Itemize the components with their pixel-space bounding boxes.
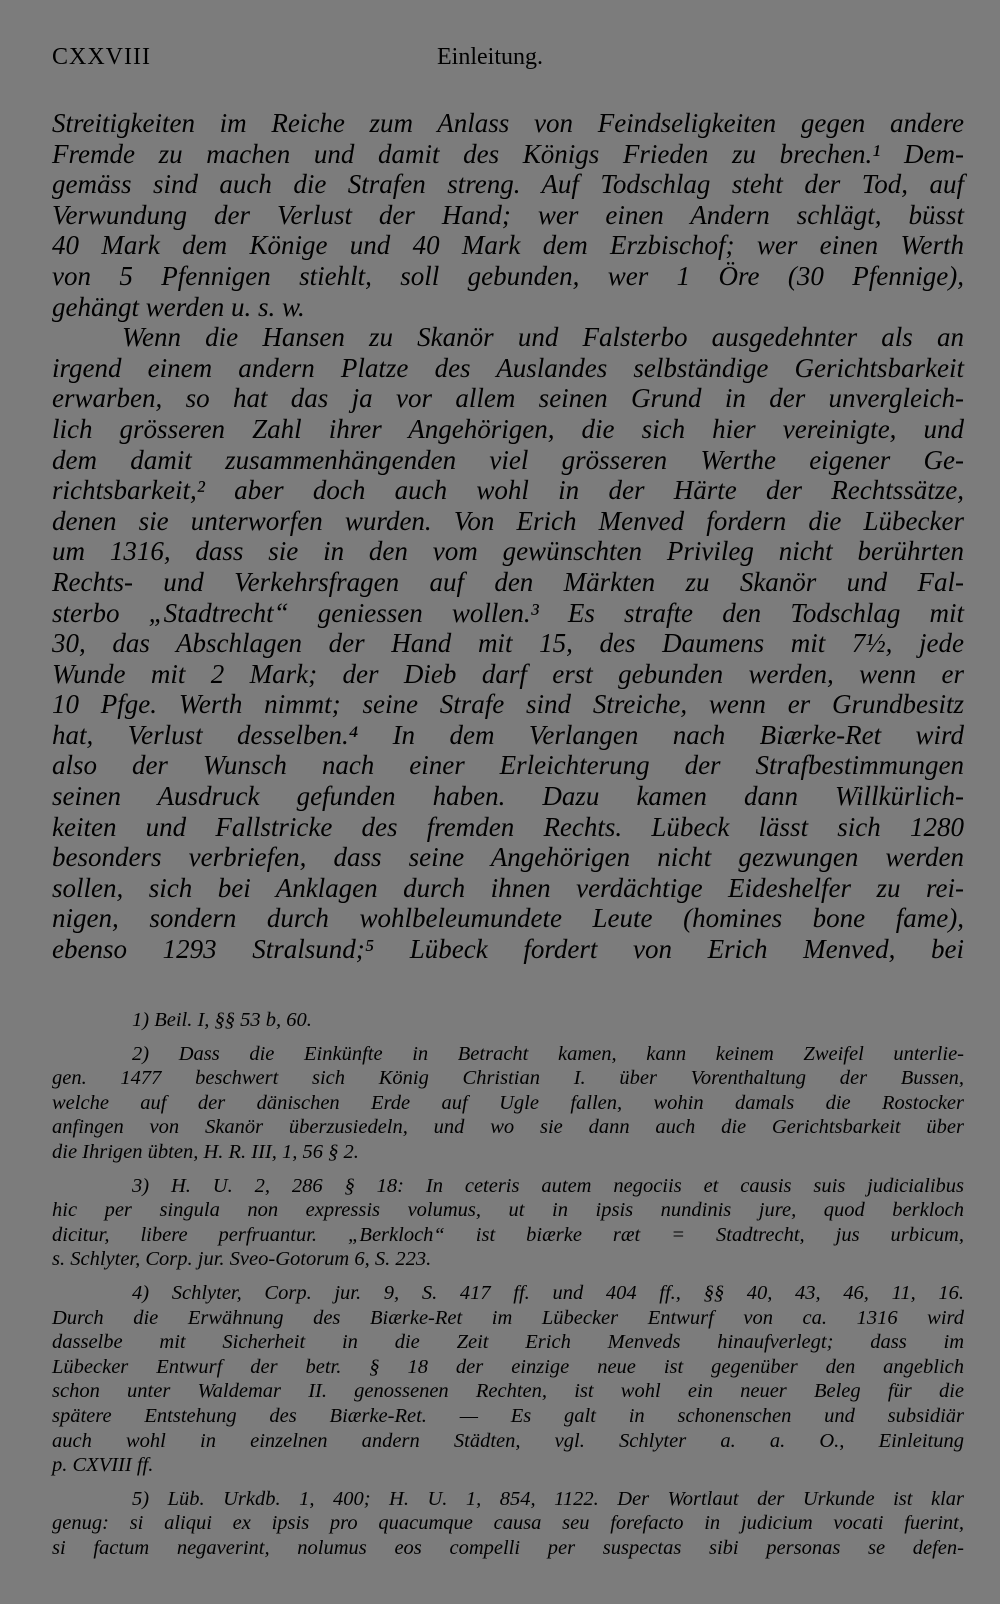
footnote-line: spätere Entstehung des Biærke-Ret. — Es galt in schonenschen und subsidiär [52,1404,964,1427]
footnote-line: 4) Schlyter, Corp. jur. 9, S. 417 ff. und 404 ff., §§ 40, 43, 46, 11, 16. [132,1281,964,1304]
text-line: also der Wunsch nach einer Erleichterung der Strafbestimmungen [52,750,964,781]
footnote-line: 2) Dass die Einkünfte in Betracht kamen, kann keinem Zweifel unterlie- [132,1042,964,1065]
footnotes [52,1008,964,1560]
text-line: keiten und Fallstricke des fremden Rechts. Lübeck lässt sich 1280 [52,811,964,842]
running-title: Einleitung. [437,44,543,70]
main-text [52,108,964,965]
footnote-3 [52,1174,964,1272]
text-line: nigen, sondern durch wohlbeleumundete Leute (homines bone fame), [52,903,964,934]
text-line: ebenso 1293 Stralsund;⁵ Lübeck fordert von Erich Menved, bei [52,934,964,965]
footnote-2 [52,1042,964,1165]
footnote-line: 3) H. U. 2, 286 § 18: In ceteris autem negociis et causis suis judicialibus [132,1174,964,1197]
footnote-1 [52,1008,964,1033]
text-line: sterbo „Stadtrecht“ geniessen wollen.³ Es strafte den Todschlag mit [52,597,964,628]
footnote-line: dicitur, libere perfruantur. „Berkloch“ ist biærke ræt = Stadtrecht, jus urbicum, [52,1223,964,1246]
text-line: dem damit zusammenhängenden viel grösseren Werthe eigener Ge- [52,444,964,475]
text-line: um 1316, dass sie in den vom gewünschten Privileg nicht berührten [52,536,964,567]
footnote-line: Durch die Erwähnung des Biærke-Ret im Lübecker Entwurf von ca. 1316 wird [52,1306,964,1329]
footnote-line: schon unter Waldemar II. genossenen Rechten, ist wohl ein neuer Beleg für die [52,1380,964,1403]
text-line: irgend einem andern Platze des Auslandes selbständige Gerichtsbarkeit [52,352,964,383]
text-line: Rechts- und Verkehrsfragen auf den Märkten zu Skanör und Fal- [52,566,964,597]
text-line: besonders verbriefen, dass seine Angehörigen nicht gezwungen werden [52,842,964,873]
text-line: 30, das Abschlagen der Hand mit 15, des Daumens mit 7½, jede [52,628,964,659]
footnote-line: s. Schlyter, Corp. jur. Sveo-Gotorum 6, S. 223. [52,1248,432,1271]
text-line: lich grösseren Zahl ihrer Angehörigen, die sich hier vereinigte, und [52,413,964,444]
text-line: denen sie unterworfen wurden. Von Erich Menved fordern die Lübecker [52,505,964,536]
text-line: gehängt werden u. s. w. [52,291,305,322]
text-line: sollen, sich bei Anklagen durch ihnen verdächtige Eideshelfer zu rei- [52,872,964,903]
footnote-line: p. CXVIII ff. [52,1454,154,1477]
text-line: hat, Verlust desselben.⁴ In dem Verlangen nach Biærke-Ret wird [52,719,964,750]
footnote-line: genug: si aliqui ex ipsis pro quacumque causa seu forefacto in judicium vocati fuerint, [52,1512,964,1535]
footnote-line: anfingen von Skanör überzusiedeln, und wo sie dann auch die Gerichtsbarkeit über [52,1116,964,1139]
footnote-5 [52,1487,964,1561]
text-line: seinen Ausdruck gefunden haben. Dazu kamen dann Willkürlich- [52,781,964,812]
footnote-line: welche auf der dänischen Erde auf Ugle fallen, wohin damals die Rostocker [52,1091,964,1114]
footnote-4 [52,1281,964,1478]
footnote-line: si factum negaverint, nolumus eos compelli per suspectas sibi personas se defen- [52,1536,964,1559]
text-line: 40 Mark dem Könige und 40 Mark dem Erzbischof; wer einen Werth [52,230,964,261]
paragraph-start-line: Wenn die Hansen zu Skanör und Falsterbo ausgedehnter als an [122,322,964,353]
footnote-line: auch wohl in einzelnen andern Städten, vgl. Schlyter a. a. O., Einleitung [52,1429,964,1452]
footnote-line: 1) Beil. I, §§ 53 b, 60. [132,1009,312,1031]
footnote-line: hic per singula non expressis volumus, ut in ipsis nundinis jure, quod berkloch [52,1199,964,1222]
text-line: richtsbarkeit,² aber doch auch wohl in der Härte der Rechtssätze, [52,475,964,506]
footnote-line: 5) Lüb. Urkdb. 1, 400; H. U. 1, 854, 1122. Der Wortlaut der Urkunde ist klar [132,1487,964,1510]
text-line: 10 Pfge. Werth nimmt; seine Strafe sind Streiche, wenn er Grundbesitz [52,689,964,720]
footnote-line: dasselbe mit Sicherheit in die Zeit Erich Menveds hinaufverlegt; dass im [52,1331,964,1354]
footnote-line: gen. 1477 beschwert sich König Christian I. über Vorenthaltung der Bussen, [52,1067,964,1090]
text-line: von 5 Pfennigen stiehlt, soll gebunden, wer 1 Öre (30 Pfennige), [52,260,964,291]
text-line: Verwundung der Verlust der Hand; wer einen Andern schlägt, büsst [52,199,964,230]
footnote-line: Lübecker Entwurf der betr. § 18 der einzige neue ist gegenüber den angeblich [52,1355,964,1378]
text-line: Streitigkeiten im Reiche zum Anlass von Feindseligkeiten gegen andere [52,108,964,138]
text-line: gemäss sind auch die Strafen streng. Auf Todschlag steht der Tod, auf [52,169,964,200]
text-line: erwarben, so hat das ja vor allem seinen Grund in der unvergleich- [52,383,964,414]
text-line: Fremde zu machen und damit des Königs Frieden zu brechen.¹ Dem- [52,138,964,169]
page-number: CXXVIII [52,44,151,70]
running-header [52,44,960,84]
footnote-line: die Ihrigen übten, H. R. III, 1, 56 § 2. [52,1140,359,1163]
text-line: Wunde mit 2 Mark; der Dieb darf erst gebunden werden, wenn er [52,658,964,689]
